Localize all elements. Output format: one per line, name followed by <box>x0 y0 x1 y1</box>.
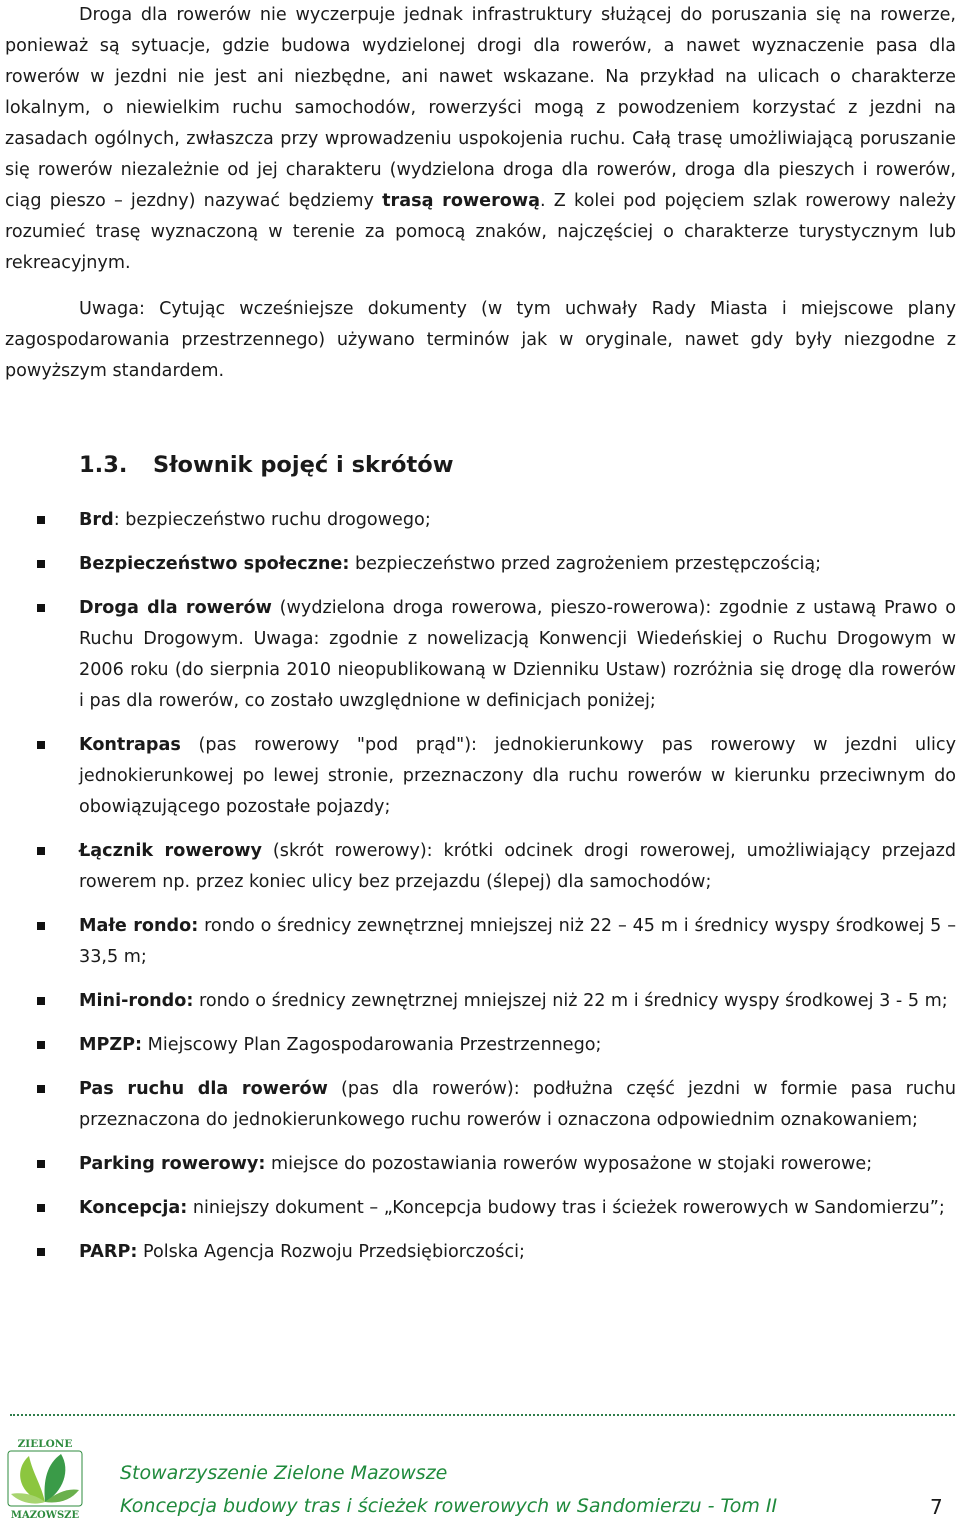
bullet-icon <box>37 922 45 930</box>
glossary-item <box>0 986 960 1017</box>
glossary-item <box>0 1193 960 1224</box>
glossary-definition: Miejscowy Plan Zagospodarowania Przestrzennego; <box>142 1035 602 1055</box>
intro-paragraph <box>5 0 956 279</box>
bullet-icon <box>37 1160 45 1168</box>
glossary-term: Bezpieczeństwo społeczne: <box>79 554 350 574</box>
glossary-item <box>0 505 960 536</box>
note-paragraph: Uwaga: Cytując wcześniejsze dokumenty (w tym uchwały Rady Miasta i miejscowe plany zagospodarowania przestrzennego) używano terminów jak w oryginale, nawet gdy były niezgodne z powyższym standardem. <box>5 299 956 381</box>
footer-document-title: Koncepcja budowy tras i ścieżek rowerowych w Sandomierzu - Tom II <box>120 1495 778 1517</box>
glossary-term: Koncepcja: <box>79 1198 188 1218</box>
bullet-icon <box>37 604 45 612</box>
glossary-term: Parking rowerowy: <box>79 1154 266 1174</box>
glossary-definition: (wydzielona droga rowerowa, pieszo-rowerowa): zgodnie z ustawą Prawo o Ruchu Drogowym. Uwaga: zgodnie z nowelizacją Konwencji Wiedeńskiej o Ruchu Drogowym w 2006 roku (do sierpnia 2010 nieopublikowaną w Dzienniku Ustaw) rozróżnia się drogę dla rowerów i pas dla rowerów, co zostało uwzględnione w definicjach poniżej; <box>79 598 956 711</box>
glossary-definition: (pas rowerowy "pod prąd"): jednokierunkowy pas rowerowy w jezdni ulicy jednokierunkowej po lewej stronie, przeznaczony dla ruchu rowerów w kierunku przeciwnym do obowiązującego pozostałe pojazdy; <box>79 735 956 817</box>
term-trasa-rowerowa: trasą rowerową <box>382 191 541 211</box>
glossary-term: Droga dla rowerów <box>79 598 272 618</box>
glossary-term: Pas ruchu dla rowerów <box>79 1079 328 1099</box>
bullet-icon <box>37 1248 45 1256</box>
glossary-definition: niniejszy dokument – „Koncepcja budowy tras i ścieżek rowerowych w Sandomierzu”; <box>187 1198 945 1218</box>
intro-text-before: Droga dla rowerów nie wyczerpuje jednak infrastruktury służącej do poruszania się na rowerze, ponieważ są sytuacje, gdzie budowa wydzielonej drogi dla rowerów, a nawet wyznaczenie pasa dla rowerów w jezdni nie jest ani niezbędne, ani nawet wskazane. Na przykład na ulicach o charakterze lokalnym, o niewielkim ruchu samochodów, rowerzyści mogą z powodzeniem korzystać z jezdni na zasadach ogólnych, zwłaszcza przy wprowadzeniu uspokojenia ruchu. Całą trasę umożliwiającą poruszanie się rowerów niezależnie od jej charakteru (wydzielona droga dla rowerów, droga dla pieszych i rowerów, ciąg pieszo – jezdny) nazywać będziemy <box>5 5 956 211</box>
glossary-term: PARP: <box>79 1242 138 1262</box>
glossary-term: Łącznik rowerowy <box>79 841 262 861</box>
bullet-icon <box>37 847 45 855</box>
glossary-term: Brd <box>79 510 114 530</box>
glossary-definition: bezpieczeństwo przed zagrożeniem przestępczością; <box>349 554 822 574</box>
bullet-icon <box>37 741 45 749</box>
glossary-definition: : bezpieczeństwo ruchu drogowego; <box>113 510 431 530</box>
bullet-icon <box>37 1041 45 1049</box>
bullet-icon <box>37 516 45 524</box>
section-title: Słownik pojęć i skrótów <box>153 452 454 478</box>
glossary-item <box>0 593 960 717</box>
glossary-definition: Polska Agencja Rozwoju Przedsiębiorczości; <box>137 1242 525 1262</box>
glossary-definition: miejsce do pozostawiania rowerów wyposażone w stojaki rowerowe; <box>265 1154 873 1174</box>
footer-organization: Stowarzyszenie Zielone Mazowsze <box>120 1462 448 1484</box>
page-number: 7 <box>930 1495 943 1519</box>
bullet-icon <box>37 997 45 1005</box>
section-number: 1.3. <box>79 452 128 478</box>
intro-text-after: . Z kolei pod pojęciem szlak rowerowy należy rozumieć trasę wyznaczoną w terenie za pomocą znaków, najczęściej o charakterze turystycznym lub rekreacyjnym. <box>5 191 956 273</box>
glossary-item <box>0 549 960 580</box>
glossary-item <box>0 836 960 898</box>
glossary-item <box>0 1237 960 1268</box>
glossary-definition: (pas dla rowerów): podłużna część jezdni w formie pasa ruchu przeznaczona do jednokierunkowego ruchu rowerów i oznaczona odpowiednim oznakowaniem; <box>79 1079 956 1130</box>
glossary-definition: rondo o średnicy zewnętrznej mniejszej niż 22 m i średnicy wyspy środkowej 3 - 5 m; <box>193 991 948 1011</box>
logo-text-top: ZIELONE <box>17 1438 73 1450</box>
glossary-item <box>0 1149 960 1180</box>
bullet-icon <box>37 560 45 568</box>
glossary-item <box>0 730 960 823</box>
glossary-item <box>0 1030 960 1061</box>
footer-divider <box>10 1414 955 1416</box>
glossary-term: MPZP: <box>79 1035 143 1055</box>
glossary-term: Małe rondo: <box>79 916 199 936</box>
glossary-term: Mini-rondo: <box>79 991 194 1011</box>
glossary-definition: (skrót rowerowy): krótki odcinek drogi rowerowej, umożliwiający przejazd rowerem np. przez koniec ulicy bez przejazdu (ślepej) dla samochodów; <box>79 841 956 892</box>
glossary-item <box>0 911 960 973</box>
bullet-icon <box>37 1204 45 1212</box>
glossary-term: Kontrapas <box>79 735 181 755</box>
logo-text-bottom: MAZOWSZE <box>10 1510 80 1521</box>
bullet-icon <box>37 1085 45 1093</box>
zielone-mazowsze-logo <box>5 1436 85 1522</box>
glossary-item <box>0 1074 960 1136</box>
glossary-list <box>0 505 960 1281</box>
glossary-definition: rondo o średnicy zewnętrznej mniejszej niż 22 – 45 m i średnicy wyspy środkowej 5 – 33,5 m; <box>79 916 956 967</box>
section-heading <box>79 452 454 478</box>
